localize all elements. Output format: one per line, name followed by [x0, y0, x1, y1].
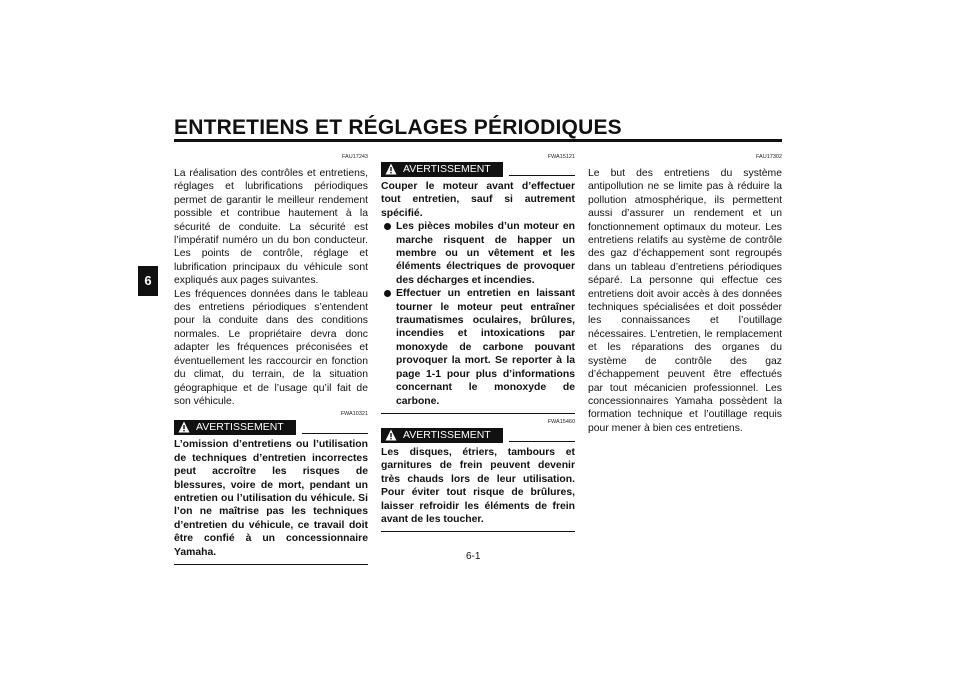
- warning-code: FWA15460: [547, 418, 575, 425]
- bullet-icon: [384, 223, 391, 230]
- warning-badge: [174, 420, 296, 435]
- warning-label: AVERTISSEMENT: [403, 428, 491, 441]
- bullet-icon: [384, 290, 391, 297]
- warning-triangle-icon: [385, 429, 397, 441]
- section-code: FAU17243: [342, 154, 368, 160]
- warning-text: Les disques, étriers, tambours et garnitures de frein peuvent devenir très chauds lors de leur utilisation. Pour éviter tout risque de brûlures, laisser refroidir les éléments de frein avant de les toucher.: [381, 446, 575, 525]
- warning-intro: Couper le moteur avant d’effectuer tout entretien, sauf si autrement spécifié.: [381, 181, 575, 219]
- frequency-paragraph: Les fréquences données dans le tableau des entretiens périodiques s’entendent pour la conduite dans des conditions normales. Le propriétaire devra donc adapter les fréquences préconisées et éventuellement les raccourcir en fonction du climat, du terrain, de la situation géographique et de l’usage qu’il fait de son véhicule.: [174, 288, 368, 407]
- warning-header: [381, 428, 575, 444]
- warning-header: [381, 162, 575, 178]
- list-item: Effectuer un entretien en laissant tourner le moteur peut entraîner traumatismes oculaires, brûlures, incendies et intoxications par monoxyde de carbone pouvant provoquer la mort. Se reporter à la page 1-1 pour plus d’informations concernant le monoxyde de carbone.: [381, 287, 575, 408]
- warning-label: AVERTISSEMENT: [403, 163, 491, 175]
- warning-badge: [381, 428, 503, 443]
- warning-text: L’omission d’entretiens ou l’utilisation de techniques d’entretien incorrectes peut accroître les risques de blessures, voire de mort, pendant un entretien ou l’utilisation du véhicule. Si l’on ne maîtrise pas les techniques d’entretien du véhicule, ce travail doit être confié à un concessionnaire Yamaha.: [174, 439, 368, 558]
- warning-header: [174, 420, 368, 436]
- warning-triangle-icon: [178, 421, 190, 433]
- column-2: [381, 153, 575, 532]
- warning-badge: [381, 162, 503, 177]
- warning-end-rule: [381, 413, 575, 414]
- warning-triangle-icon: [385, 163, 397, 175]
- warning-code: FWA15121: [547, 154, 575, 160]
- chapter-tab: 6: [138, 266, 158, 296]
- section-code: FAU17302: [756, 154, 782, 160]
- column-1: [174, 153, 368, 565]
- page-number: 6-1: [466, 551, 481, 562]
- warning-bullet-list: [381, 220, 575, 408]
- title-rule: [174, 139, 782, 142]
- page-title: ENTRETIENS ET RÉGLAGES PÉRIODIQUES: [174, 116, 622, 139]
- list-item: Les pièces mobiles d’un moteur en marche risquent de happer un membre ou un vêtement et les éléments électriques de provoquer des décharges et incendies.: [381, 220, 575, 287]
- warning-end-rule: [381, 531, 575, 532]
- warning-code: FWA10321: [340, 411, 368, 418]
- column-3: [588, 153, 782, 435]
- intro-paragraph: La réalisation des contrôles et entretiens, réglages et lubrifications périodiques permet de garantir le meilleur rendement possible et contribue hautement à la sécurité de conduite. La sécurité est l’impératif numéro un du bon conducteur. Les points de contrôle, réglage et lubrification principaux du véhicule sont expliqués aux pages suivantes.: [174, 168, 368, 287]
- warning-end-rule: [174, 564, 368, 565]
- emissions-paragraph: Le but des entretiens du système antipollution ne se limite pas à réduire la pollution atmosphérique, ils permettent aussi d’assurer un rendement et un fonctionnement optimaux du moteur. Les entretiens relatifs au système de contrôle des gaz d’échappement sont regroupés dans un tableau d’entretiens périodiques séparé. La personne qui effectue ces entretiens doit avoir accès à des données techniques spécialisées et doit posséder les connaissances et l’outillage nécessaires. L’entretien, le remplacement et les réparations des organes du système de contrôle des gaz d’échappement peuvent être effectués par tout mécanicien professionnel. Les concessionnaires Yamaha possèdent la formation technique et l’outillage requis pour mener à bien ces entretiens.: [588, 168, 782, 434]
- warning-label: AVERTISSEMENT: [196, 421, 284, 434]
